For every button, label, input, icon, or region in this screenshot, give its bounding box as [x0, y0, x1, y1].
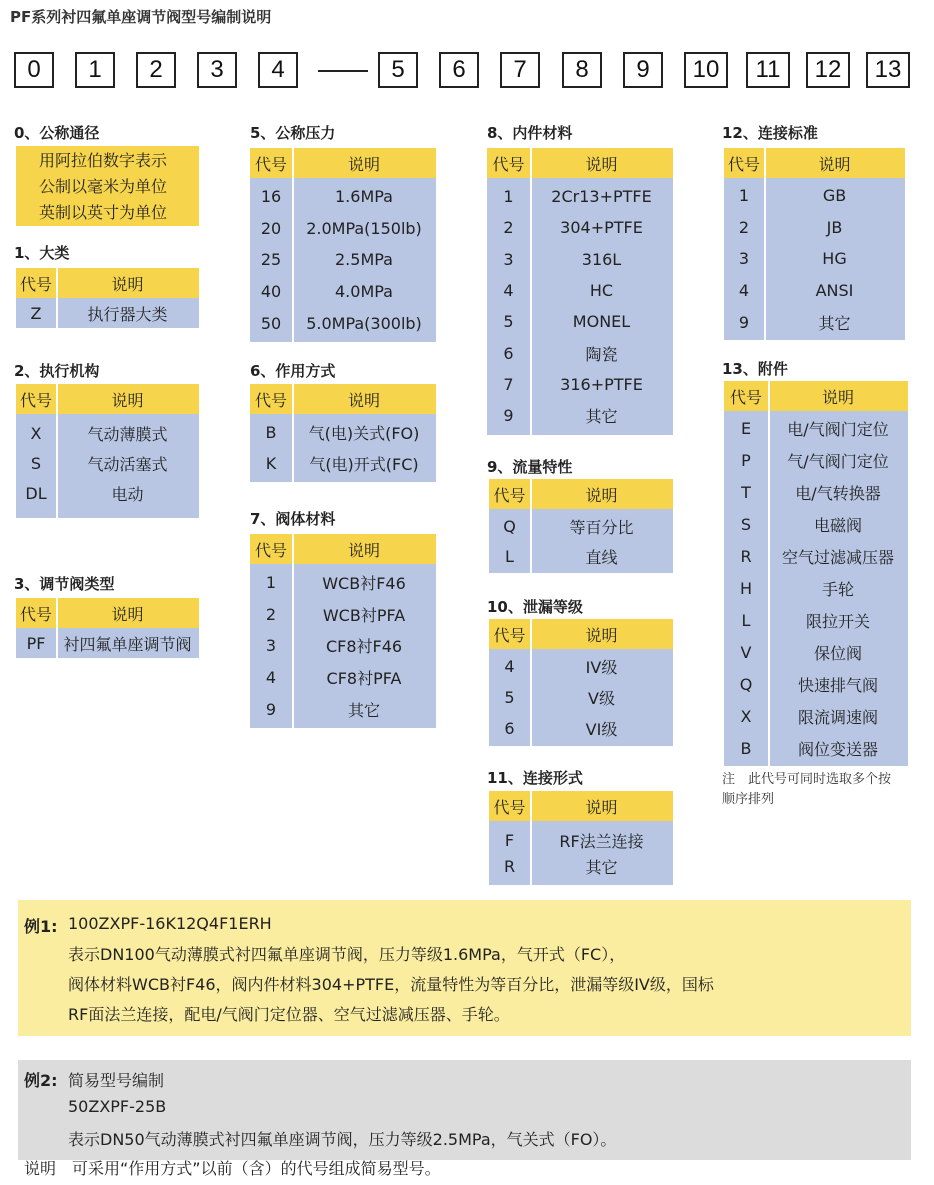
section-10-title: 10、泄漏等级 [487, 598, 583, 616]
row-desc: 2Cr13+PTFE [551, 187, 652, 207]
row-code: PF [26, 633, 46, 653]
table-header [16, 598, 199, 628]
example-1-line: 表示DN100气动薄膜式衬四氟单座调节阀，压力等级1.6MPa，气开式（FC）， [68, 945, 626, 964]
code-box-5: 5 [378, 52, 418, 88]
code-dash [318, 70, 368, 72]
row-code: 2 [738, 217, 750, 237]
header-divider [764, 148, 766, 178]
section-6-table [250, 384, 436, 482]
table-body [16, 298, 199, 328]
header-divider [530, 479, 532, 509]
header-desc: 说明 [585, 797, 618, 817]
row-code: P [741, 450, 751, 470]
row-desc: HG [822, 249, 847, 269]
section-9-title: 9、流量特性 [487, 458, 573, 476]
note-line: 注 此代号可同时选取多个按 [722, 772, 892, 787]
section-1-title: 1、大类 [14, 244, 70, 262]
row-code: 3 [738, 249, 750, 269]
section-2-title: 2、执行机构 [14, 362, 100, 380]
row-desc: 316+PTFE [560, 374, 643, 394]
row-desc: 1.6MPa [335, 187, 393, 207]
row-code: Z [30, 303, 42, 323]
table-body [724, 411, 908, 766]
example-2-code: 50ZXPF-25B [68, 1097, 167, 1116]
section-2-table [16, 384, 199, 518]
header-code: 代号 [19, 390, 52, 410]
row-code: 20 [260, 218, 282, 238]
table-row [489, 541, 673, 571]
row-desc: 快速排气阀 [797, 675, 878, 695]
header-desc: 说明 [111, 274, 144, 294]
row-desc: 空气过滤减压器 [781, 547, 894, 567]
table-header [724, 148, 905, 178]
row-desc: 5.0MPa(300lb) [306, 313, 422, 333]
row-code: K [265, 454, 277, 473]
table-row [250, 693, 436, 725]
section-11-title: 11、连接形式 [487, 769, 583, 787]
row-desc: 等百分比 [569, 517, 634, 537]
row-desc: 手轮 [821, 579, 854, 599]
row-desc: CF8衬PFA [326, 669, 402, 689]
table-row [724, 476, 908, 508]
row-desc: 气(电)关式(FO) [308, 424, 420, 443]
code-box-6: 6 [439, 52, 479, 88]
table-row [724, 540, 908, 572]
row-code: 3 [265, 636, 277, 656]
row-desc: CF8衬F46 [325, 637, 403, 657]
row-desc: V级 [588, 689, 615, 708]
column-divider [764, 178, 766, 340]
row-code: T [741, 482, 751, 502]
row-code: DL [25, 483, 47, 503]
row-desc: 气(电)开式(FC) [309, 455, 419, 474]
table-row [724, 243, 905, 275]
table-row [250, 599, 436, 631]
row-desc: 其它 [585, 407, 618, 427]
column-divider [56, 628, 58, 658]
header-desc: 说明 [111, 390, 144, 410]
code-box-0: 0 [14, 52, 54, 88]
row-desc: 4.0MPa [335, 282, 393, 302]
header-code: 代号 [729, 387, 762, 407]
code-box-9: 9 [623, 52, 663, 88]
row-desc: 保位阀 [813, 643, 862, 663]
code-box-4: 4 [258, 52, 298, 88]
table-row [250, 307, 436, 339]
row-code: V [740, 642, 752, 662]
section-0-box [16, 146, 199, 226]
table-row [489, 511, 673, 541]
header-desc: 说明 [585, 625, 618, 645]
table-row [487, 369, 673, 400]
row-code: B [740, 738, 752, 758]
header-desc: 说明 [111, 604, 144, 624]
section-9-table [489, 479, 673, 573]
table-row [724, 508, 908, 540]
section-12-table [724, 148, 905, 340]
row-code: 50 [260, 313, 282, 333]
row-code: F [504, 830, 515, 850]
row-desc: 衬四氟单座调节阀 [63, 634, 192, 654]
table-header [489, 791, 673, 821]
table-row [487, 306, 673, 337]
table-header [250, 384, 436, 414]
header-code: 代号 [254, 390, 287, 410]
table-row [724, 306, 905, 338]
header-code: 代号 [493, 625, 526, 645]
header-desc: 说明 [585, 485, 618, 505]
section-13-note [722, 770, 922, 810]
header-desc: 说明 [818, 154, 851, 174]
code-box-10: 10 [684, 52, 728, 88]
section-11-table [489, 791, 673, 885]
row-code: 4 [503, 281, 514, 301]
header-code: 代号 [254, 154, 287, 174]
table-row [250, 662, 436, 694]
row-code: X [30, 423, 42, 443]
row-code: L [741, 610, 751, 630]
code-box-1: 1 [75, 52, 115, 88]
table-body [250, 564, 436, 728]
model-code-row [0, 52, 934, 92]
table-row [250, 630, 436, 662]
row-code: 40 [260, 282, 282, 302]
header-desc: 说明 [821, 387, 854, 407]
table-row [724, 636, 908, 668]
header-divider [530, 148, 532, 178]
row-desc: 电/气阀门定位 [787, 419, 889, 439]
table-header [250, 148, 436, 178]
table-row [487, 337, 673, 368]
section-7-title: 7、阀体材料 [250, 510, 336, 528]
row-code: 1 [738, 186, 750, 206]
header-divider [56, 598, 58, 628]
row-desc: 限流调速阀 [797, 707, 878, 727]
section-10-table [489, 619, 673, 746]
table-row [489, 651, 673, 682]
column-divider [530, 178, 532, 435]
header-divider [292, 148, 294, 178]
row-desc: 电/气转换器 [795, 483, 881, 503]
table-row [724, 212, 905, 244]
code-box-13: 13 [866, 52, 910, 88]
section-3-title: 3、调节阀类型 [14, 575, 115, 593]
code-box-2: 2 [136, 52, 176, 88]
header-code: 代号 [493, 797, 526, 817]
table-row [487, 212, 673, 243]
table-header [16, 384, 199, 414]
table-body [489, 509, 673, 573]
table-row [250, 213, 436, 245]
header-code: 代号 [19, 604, 52, 624]
example-1-code: 100ZXPF-16K12Q4F1ERH [68, 914, 272, 933]
code-box-12: 12 [806, 52, 850, 88]
section-0-line: 英制以英寸为单位 [39, 203, 168, 222]
row-code: H [739, 578, 753, 598]
row-code: 1 [265, 573, 277, 593]
row-code: S [740, 514, 752, 534]
table-body [724, 178, 905, 340]
code-box-8: 8 [562, 52, 602, 88]
row-desc: HC [589, 281, 614, 301]
header-divider [56, 384, 58, 414]
table-row [724, 180, 905, 212]
table-header [489, 479, 673, 509]
header-divider [56, 268, 58, 298]
section-8-title: 8、内件材料 [487, 124, 573, 142]
row-desc: JB [826, 217, 843, 237]
row-code: 9 [738, 312, 750, 332]
row-desc: WCB衬PFA [322, 605, 406, 625]
header-divider [292, 384, 294, 414]
row-desc: 2.5MPa [335, 250, 393, 270]
column-divider [292, 414, 294, 482]
row-code: 3 [503, 249, 514, 269]
header-code: 代号 [727, 154, 760, 174]
section-5-table [250, 148, 436, 342]
row-code: B [265, 423, 277, 442]
table-row [724, 572, 908, 604]
header-desc: 说明 [585, 154, 618, 174]
row-code: 9 [503, 406, 514, 426]
code-box-3: 3 [197, 52, 237, 88]
column-divider [56, 414, 58, 518]
row-desc: 气/气阀门定位 [787, 451, 889, 471]
section-12-title: 12、连接标准 [722, 124, 818, 142]
row-code: 6 [504, 719, 515, 738]
table-header [724, 381, 908, 411]
section-0-line: 用阿拉伯数字表示 [39, 151, 168, 170]
table-row [16, 478, 199, 508]
row-code: 4 [738, 281, 750, 301]
section-7-table [250, 534, 436, 728]
row-desc: 其它 [347, 700, 380, 720]
row-code: 5 [504, 688, 515, 707]
table-row [16, 628, 199, 658]
example-2-line: 表示DN50气动薄膜式衬四氟单座调节阀，压力等级2.5MPa，气关式（FO）。 [68, 1130, 617, 1149]
table-row [489, 827, 673, 853]
section-5-title: 5、公称压力 [250, 124, 336, 142]
row-desc: 其它 [585, 857, 618, 877]
table-row [250, 181, 436, 213]
example-1-line: 阀体材料WCB衬F46，阀内件材料304+PTFE，流量特性为等百分比，泄漏等级IV级，国标 [68, 975, 714, 994]
table-body [16, 414, 199, 518]
row-desc: GB [822, 186, 847, 206]
row-code: 5 [503, 312, 514, 332]
row-desc: VI级 [585, 720, 618, 739]
row-desc: 限拉开关 [805, 611, 870, 631]
row-code: R [503, 856, 516, 876]
row-desc: 电磁阀 [813, 515, 862, 535]
row-code: Q [503, 516, 516, 536]
table-body [489, 649, 673, 746]
table-header [16, 268, 199, 298]
column-divider [530, 821, 532, 885]
header-desc: 说明 [347, 390, 380, 410]
header-desc: 说明 [347, 154, 380, 174]
table-row [724, 700, 908, 732]
page-title: PF系列衬四氟单座调节阀型号编制说明 [10, 8, 272, 26]
example-2-line: 简易型号编制 [68, 1071, 165, 1090]
example-1-label: 例1: [24, 917, 58, 936]
row-desc: WCB衬F46 [322, 574, 406, 594]
table-row [250, 276, 436, 308]
example-1-box [18, 900, 911, 1036]
row-desc: 直线 [585, 547, 618, 567]
table-row [16, 298, 199, 328]
table-body [250, 178, 436, 342]
row-code: 6 [503, 343, 514, 363]
table-row [489, 713, 673, 744]
row-code: R [740, 546, 752, 566]
example-2-label: 例2: [24, 1071, 58, 1090]
row-desc: 电动 [111, 484, 144, 504]
header-divider [768, 381, 770, 411]
example-2-box [18, 1060, 911, 1160]
table-row [16, 448, 199, 478]
row-code: 4 [504, 657, 515, 676]
section-6-title: 6、作用方式 [250, 362, 336, 380]
section-1-table [16, 268, 199, 328]
table-row [489, 853, 673, 879]
table-row [250, 448, 436, 479]
row-desc: 304+PTFE [560, 218, 643, 238]
row-desc: RF法兰连接 [559, 831, 644, 851]
row-desc: 316L [581, 249, 622, 269]
table-row [724, 444, 908, 476]
header-divider [530, 791, 532, 821]
row-desc: 气动薄膜式 [87, 424, 168, 444]
table-row [250, 567, 436, 599]
row-code: 2 [503, 218, 514, 238]
table-row [724, 412, 908, 444]
table-row [487, 181, 673, 212]
column-divider [530, 509, 532, 573]
example-1-line: RF面法兰连接，配电/气阀门定位器、空气过滤减压器、手轮。 [68, 1005, 510, 1024]
table-body [250, 414, 436, 482]
table-body [487, 178, 673, 435]
section-0-title: 0、公称通径 [14, 124, 100, 142]
row-code: 25 [260, 250, 282, 270]
table-body [489, 821, 673, 885]
table-row [487, 400, 673, 431]
row-code: 2 [265, 604, 277, 624]
row-desc: ANSI [815, 281, 854, 301]
row-desc: 2.0MPa(150lb) [306, 218, 422, 238]
header-divider [292, 534, 294, 564]
section-13-table [724, 381, 908, 766]
section-8-table [487, 148, 673, 435]
section-3-table [16, 598, 199, 658]
table-row [487, 244, 673, 275]
header-divider [530, 619, 532, 649]
column-divider [56, 298, 58, 328]
table-row [16, 418, 199, 448]
column-divider [292, 178, 294, 342]
row-code: L [505, 546, 514, 566]
header-code: 代号 [254, 540, 287, 560]
code-box-7: 7 [500, 52, 540, 88]
column-divider [768, 411, 770, 766]
row-code: 9 [265, 699, 277, 719]
table-row [487, 275, 673, 306]
row-desc: 执行器大类 [87, 304, 168, 324]
header-code: 代号 [493, 485, 526, 505]
row-code: S [30, 453, 42, 473]
table-header [487, 148, 673, 178]
table-header [250, 534, 436, 564]
table-row [250, 417, 436, 448]
column-divider [530, 649, 532, 746]
row-code: 1 [503, 187, 514, 207]
code-box-11: 11 [746, 52, 790, 88]
column-divider [292, 564, 294, 728]
row-code: E [740, 418, 752, 438]
table-header [489, 619, 673, 649]
row-desc: 其它 [818, 313, 851, 333]
table-row [724, 668, 908, 700]
header-desc: 说明 [347, 540, 380, 560]
row-code: Q [739, 674, 753, 694]
table-row [250, 244, 436, 276]
bottom-note: 说明 可采用“作用方式”以前（含）的代号组成简易型号。 [24, 1159, 441, 1178]
row-desc: 阀位变送器 [797, 739, 878, 759]
section-13-title: 13、附件 [722, 360, 788, 378]
section-0-line: 公制以毫米为单位 [39, 177, 168, 196]
table-row [489, 682, 673, 713]
note-line: 顺序排列 [722, 792, 775, 807]
row-desc: 气动活塞式 [87, 454, 168, 474]
row-desc: IV级 [585, 658, 618, 677]
row-code: X [740, 706, 752, 726]
table-body [16, 628, 199, 658]
row-desc: 陶瓷 [585, 344, 618, 364]
row-desc: MONEL [572, 312, 631, 332]
table-row [724, 604, 908, 636]
header-code: 代号 [492, 154, 525, 174]
row-code: 16 [260, 187, 282, 207]
table-row [724, 275, 905, 307]
row-code: 7 [503, 374, 514, 394]
header-code: 代号 [19, 274, 52, 294]
table-row [724, 732, 908, 764]
row-code: 4 [265, 668, 277, 688]
